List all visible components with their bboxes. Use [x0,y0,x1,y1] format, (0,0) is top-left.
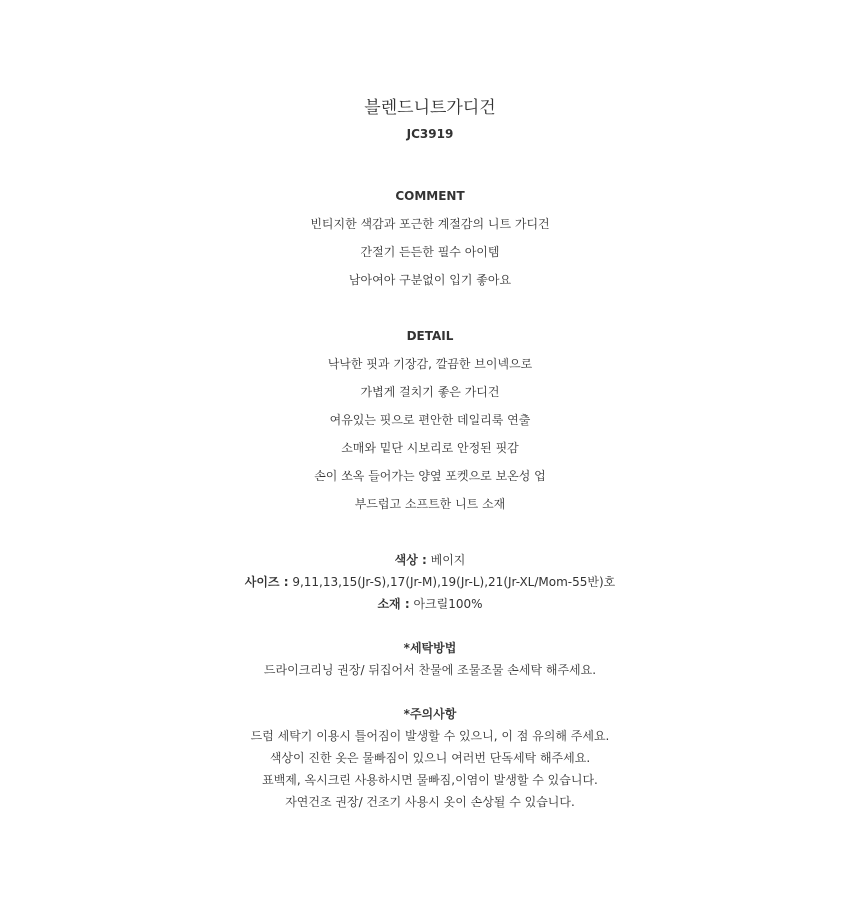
spec-size [0,573,860,591]
detail-line: 부드럽고 소프트한 니트 소재 [354,497,506,511]
spec-material-label: 소재 : [377,597,410,611]
wash-text: 드라이크리닝 권장/ 뒤집어서 찬물에 조물조물 손세탁 해주세요. [263,663,597,677]
caution-line: 드럼 세탁기 이용시 틀어짐이 발생할 수 있으니, 이 점 유의해 주세요. [250,729,610,743]
comment-line: 빈티지한 색감과 포근한 계절감의 니트 가디건 [310,217,550,231]
spec-material [0,595,860,613]
spec-size-value: 9,11,13,15(Jr-S),17(Jr-M),19(Jr-L),21(Jr-XL/Mom-55반)호 [292,575,616,589]
detail-heading: DETAIL [406,329,454,343]
spec-size-label: 사이즈 : [244,575,289,589]
comment-line: 남아여아 구분없이 입기 좋아요 [348,273,512,287]
wash-heading: *세탁방법 [403,641,457,655]
comment-heading: COMMENT [395,189,465,203]
caution-line: 색상이 진한 옷은 물빠짐이 있으니 여러번 단독세탁 해주세요. [269,751,591,765]
spec-color-value: 베이지 [430,553,466,567]
comment-line: 간절기 든든한 필수 아이템 [360,245,500,259]
spec-color-label: 색상 : [394,553,427,567]
detail-line: 가볍게 걸치기 좋은 가디건 [360,385,500,399]
spec-material-value: 아크릴100% [413,597,483,611]
product-title: 블렌드니트가디건 [364,98,496,118]
caution-heading: *주의사항 [403,707,457,721]
detail-line: 소매와 밑단 시보리로 안정된 핏감 [341,441,519,455]
detail-line: 손이 쏘옥 들어가는 양옆 포켓으로 보온성 업 [314,469,546,483]
detail-line: 여유있는 핏으로 편안한 데일리룩 연출 [329,413,531,427]
product-code: JC3919 [406,127,454,141]
caution-line: 자연건조 권장/ 건조기 사용시 옷이 손상될 수 있습니다. [285,795,575,809]
caution-line: 표백제, 옥시크린 사용하시면 물빠짐,이염이 발생할 수 있습니다. [262,773,598,787]
detail-line: 낙낙한 핏과 기장감, 깔끔한 브이넥으로 [327,357,533,371]
spec-color [0,551,860,569]
